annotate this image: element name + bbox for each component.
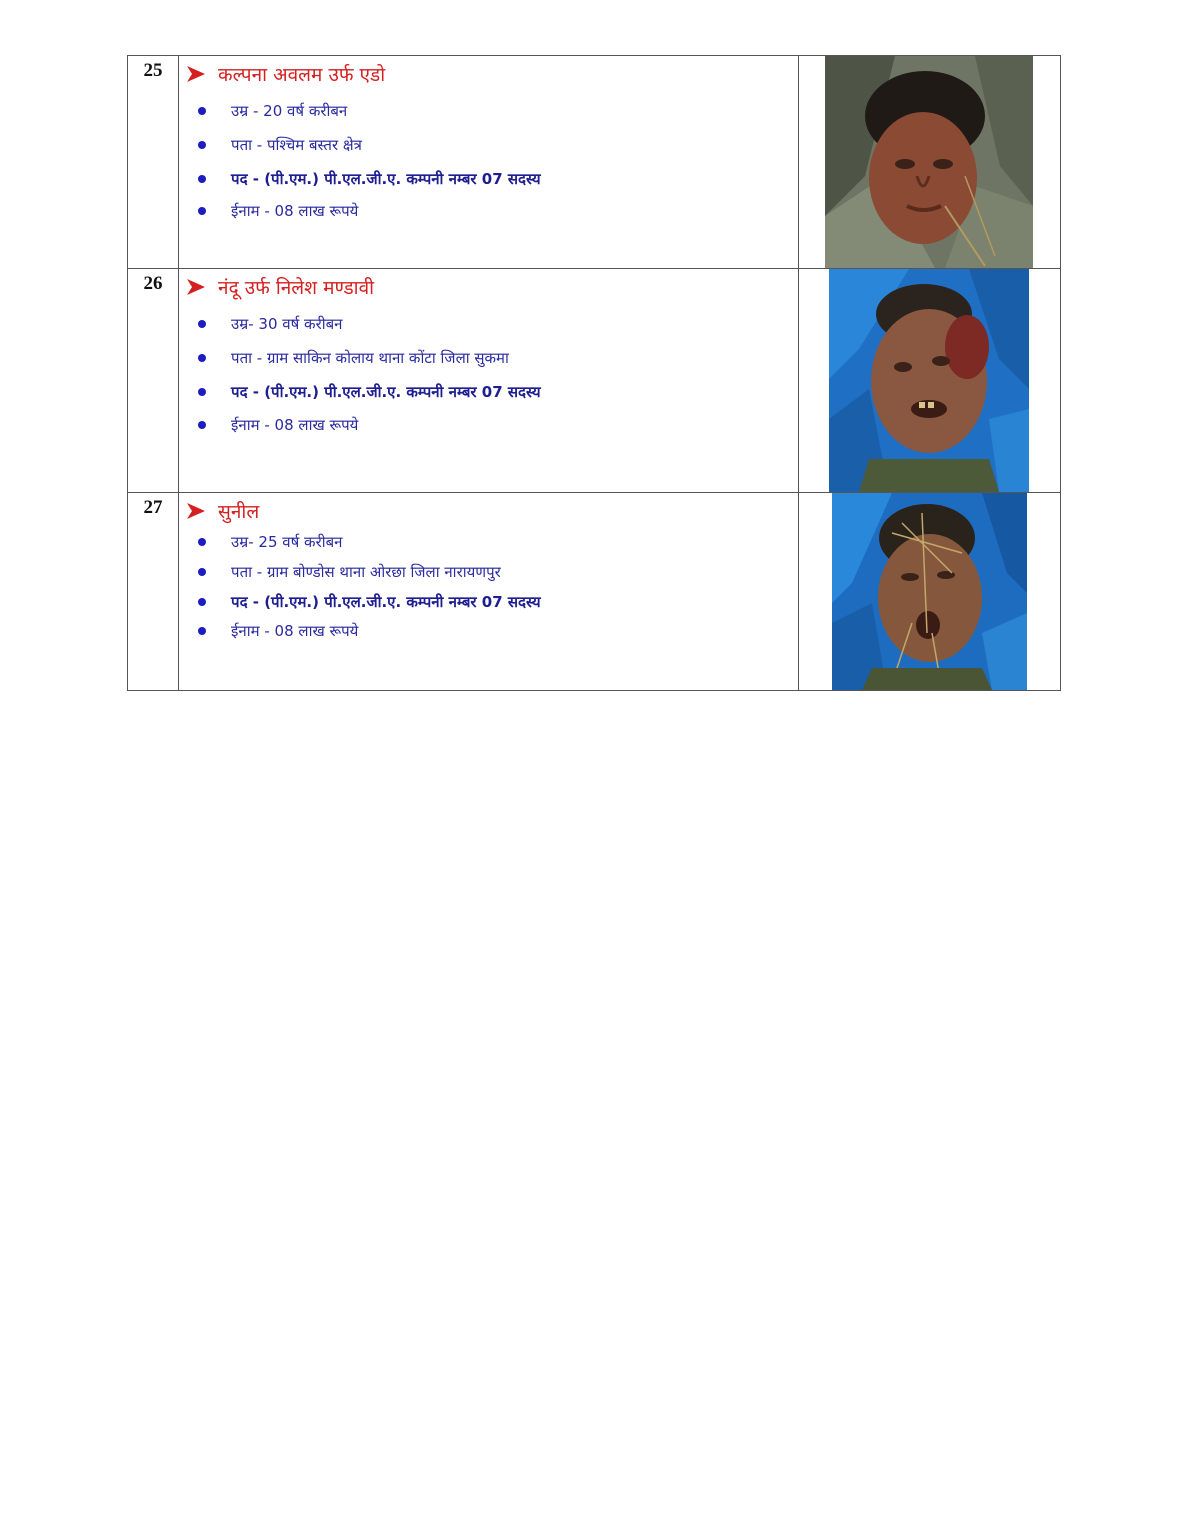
deceased-person-photo [829,269,1029,492]
entry-name-line [185,497,798,525]
bullet-icon [198,627,206,635]
bullet-icon [198,141,206,149]
bullet-icon [198,175,206,183]
entries-table [127,55,1061,691]
entry-number: 27 [128,493,179,691]
bullet-icon [198,538,206,546]
bullet-icon [198,207,206,215]
arrow-bullet-icon [185,501,207,521]
bullet-icon [198,354,206,362]
detail-list [185,94,798,226]
bullet-icon [198,568,206,576]
detail-age: उम्र- 30 वर्ष करीबन [185,307,798,341]
arrow-bullet-icon [185,64,207,84]
bullet-icon [198,598,206,606]
detail-post: पद - (पी.एम.) पी.एल.जी.ए. कम्पनी नम्बर 07 सदस्य [185,162,798,196]
deceased-person-photo [825,56,1033,268]
entry-details-cell [179,56,799,269]
detail-address: पता - ग्राम साकिन कोलाय थाना कोंटा जिला सुकमा [185,341,798,375]
detail-address: पता - पश्चिम बस्तर क्षेत्र [185,128,798,162]
detail-age: उम्र- 25 वर्ष करीबन [185,527,798,557]
detail-list [185,527,798,645]
person-name: कल्पना अवलम उर्फ एडो [218,64,386,86]
entry-row [128,56,1061,269]
photo-cell [798,269,1060,493]
deceased-person-photo [832,493,1027,690]
entry-details-cell [179,269,799,493]
photo-cell [798,56,1060,269]
entry-number: 25 [128,56,179,269]
detail-post: पद - (पी.एम.) पी.एल.जी.ए. कम्पनी नम्बर 07 सदस्य [185,587,798,617]
detail-reward: ईनाम - 08 लाख रूपये [185,409,798,441]
bullet-icon [198,320,206,328]
entry-number: 26 [128,269,179,493]
detail-list [185,307,798,441]
person-name: सुनील [218,501,260,523]
entry-row [128,493,1061,691]
entry-row [128,269,1061,493]
detail-reward: ईनाम - 08 लाख रूपये [185,196,798,226]
arrow-bullet-icon [185,277,207,297]
detail-reward: ईनाम - 08 लाख रूपये [185,617,798,645]
entry-name-line [185,273,798,301]
bullet-icon [198,107,206,115]
entry-name-line [185,60,798,88]
person-name: नंदू उर्फ निलेश मण्डावी [218,277,375,299]
bullet-icon [198,421,206,429]
detail-address: पता - ग्राम बोण्डोस थाना ओरछा जिला नारायणपुर [185,557,798,587]
bullet-icon [198,388,206,396]
photo-cell [798,493,1060,691]
entry-details-cell [179,493,799,691]
detail-age: उम्र - 20 वर्ष करीबन [185,94,798,128]
detail-post: पद - (पी.एम.) पी.एल.जी.ए. कम्पनी नम्बर 07 सदस्य [185,375,798,409]
